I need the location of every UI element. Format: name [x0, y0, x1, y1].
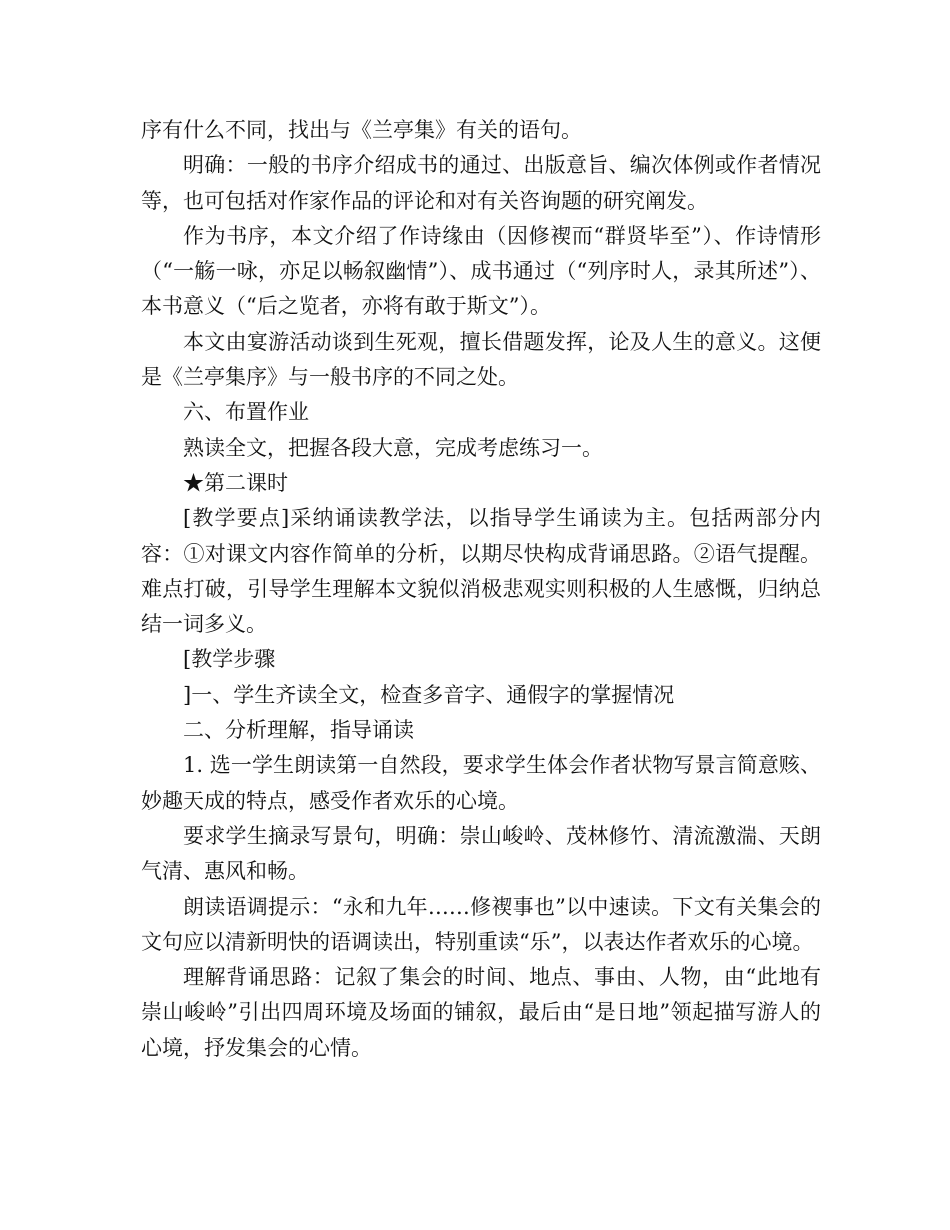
paragraph-scenery-sentences: 要求学生摘录写景句，明确：崇山峻岭、茂林修竹、清流激湍、天朗气清、惠风和畅。 [141, 823, 821, 884]
paragraph-preface-content: 作为书序，本文介绍了作诗缘由（因修褉而“群贤毕至”）、作诗情形（“一觞一咏，亦足以畅叙幽情”）、成书通过（“列序时人，录其所述”）、本书意义（“后之览者，亦将有敢于斯文”）。 [141, 223, 821, 319]
document-page [141, 113, 821, 1066]
heading-homework: 六、布置作业 [183, 400, 309, 425]
paragraph-homework: 熟读全文，把握各段大意，完成考虑练习一。 [183, 435, 603, 460]
paragraph-clarification: 明确：一般的书序介绍成书的通过、出版意旨、编次体例或作者情况等，也可包括对作家作品的评论和对有关咨询题的研究阐发。 [141, 153, 821, 213]
paragraph-recitation-approach: 理解背诵思路：记叙了集会的时间、地点、事由、人物，由“此地有崇山峻岭”引出四周环境及场面的铺叙，最后由“是日地”领起描写游人的心境，抒发集会的心情。 [141, 965, 821, 1060]
paragraph-step-two: 二、分析理解，指导诵读 [183, 718, 414, 743]
heading-second-lesson: ★第二课时 [183, 470, 288, 495]
paragraph-intro-continuation: 序有什么不同，找出与《兰亭集》有关的语句。 [141, 118, 582, 142]
paragraph-reading-tone: 朗读语调提示：“永和九年……修褉事也”以中速读。下文有关集会的文句应以清新明快的语调读出，特别重读“乐”，以表达作者欢乐的心境。 [141, 894, 821, 954]
paragraph-item-one: 1. 选一学生朗读第一自然段，要求学生体会作者状物写景言简意赅、妙趣天成的特点，感受作者欢乐的心境。 [141, 753, 821, 813]
paragraph-difference: 本文由宴游活动谈到生死观，擅长借题发挥，论及人生的意义。这便是《兰亭集序》与一般书序的不同之处。 [141, 329, 821, 390]
heading-teaching-steps: [教学步骤 [183, 647, 276, 672]
paragraph-step-one: ]一、学生齐读全文，检查多音字、通假字的掌握情况 [183, 682, 675, 707]
paragraph-teaching-points: [教学要点]采纳诵读教学法，以指导学生诵读为主。包括两部分内容：①对课文内容作简单的分析，以期尽快构成背诵思路。②语气提醒。难点打破，引导学生理解本文貌似消极悲观实则积极的人生感慨，归纳总结一词多义。 [141, 506, 821, 637]
